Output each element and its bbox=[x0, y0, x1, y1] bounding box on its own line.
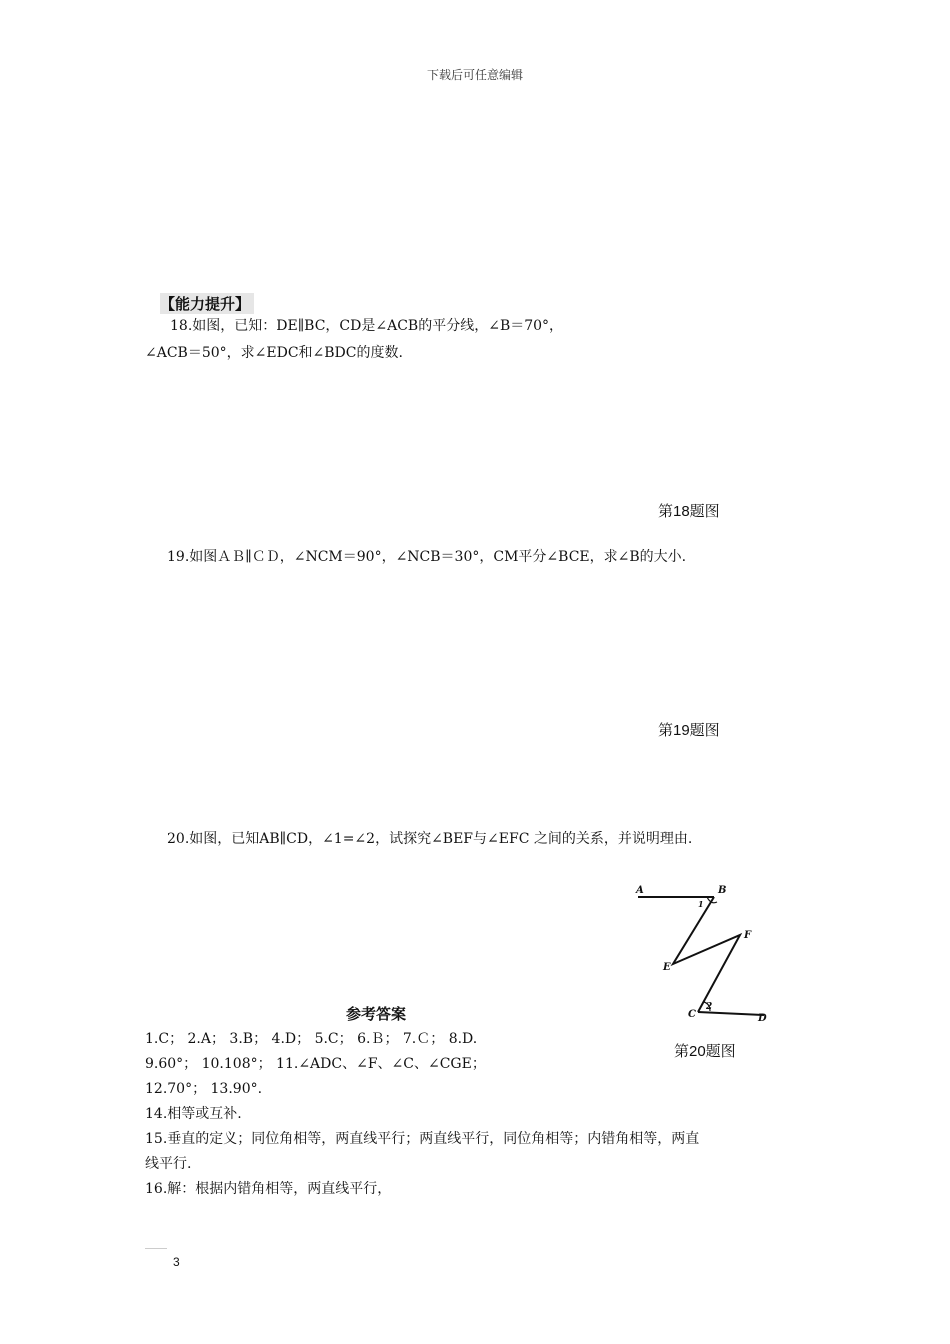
label-a: A bbox=[636, 885, 644, 896]
answers-line-7: 16.解：根据内错角相等，两直线平行， bbox=[145, 1181, 392, 1197]
question-19-line-1: 19.如图ＡＢ∥ＣＤ，∠NCM＝90°，∠NCB＝30°，CM平分∠BCE，求∠B的大小. bbox=[167, 549, 687, 565]
answers-line-3: 12.70°； 13.90°. bbox=[145, 1081, 263, 1097]
answers-line-1: 1.C； 2.A； 3.B； 4.D； 5.C； 6.Ｂ； 7.Ｃ； 8.D. bbox=[145, 1031, 478, 1047]
label-b: B bbox=[718, 885, 727, 896]
answers-line-4: 14.相等或互补. bbox=[145, 1106, 242, 1122]
page-number: 3 bbox=[173, 1255, 180, 1269]
figure-20-diagram bbox=[628, 878, 778, 1028]
zigzag-bef-c bbox=[673, 897, 740, 1012]
section-title: 【能力提升】 bbox=[160, 293, 254, 314]
page-header: 下载后可任意编辑 bbox=[426, 68, 523, 82]
label-d: D bbox=[758, 1013, 767, 1024]
question-18-line-2: ∠ACB＝50°，求∠EDC和∠BDC的度数. bbox=[145, 345, 403, 361]
label-c: C bbox=[688, 1009, 696, 1020]
figure-19-caption: 第19题图 bbox=[658, 722, 720, 739]
answers-line-6: 线平行. bbox=[145, 1156, 192, 1172]
answers-title: 参考答案 bbox=[346, 1005, 407, 1023]
label-angle-1: 1 bbox=[698, 899, 704, 909]
answers-line-2: 9.60°； 10.108°； 11.∠ADC、∠F、∠C、∠CGE； bbox=[145, 1056, 486, 1072]
label-e: E bbox=[663, 962, 671, 973]
question-18-line-1: 18.如图，已知：DE∥BC，CD是∠ACB的平分线，∠B＝70°， bbox=[170, 318, 564, 334]
answers-line-5: 15.垂直的定义；同位角相等，两直线平行；两直线平行，同位角相等；内错角相等，两直 bbox=[145, 1131, 700, 1147]
page-corner-mark bbox=[145, 1248, 167, 1249]
line-cd bbox=[698, 1012, 764, 1015]
label-f: F bbox=[744, 930, 752, 941]
question-20-line-1: 20.如图，已知AB∥CD，∠1=∠2，试探究∠BEF与∠EFC 之间的关系，并说明理由. bbox=[167, 831, 693, 847]
figure-20-caption: 第20题图 bbox=[674, 1043, 736, 1060]
label-angle-2: 2 bbox=[706, 1002, 713, 1012]
figure-18-caption: 第18题图 bbox=[658, 503, 720, 520]
